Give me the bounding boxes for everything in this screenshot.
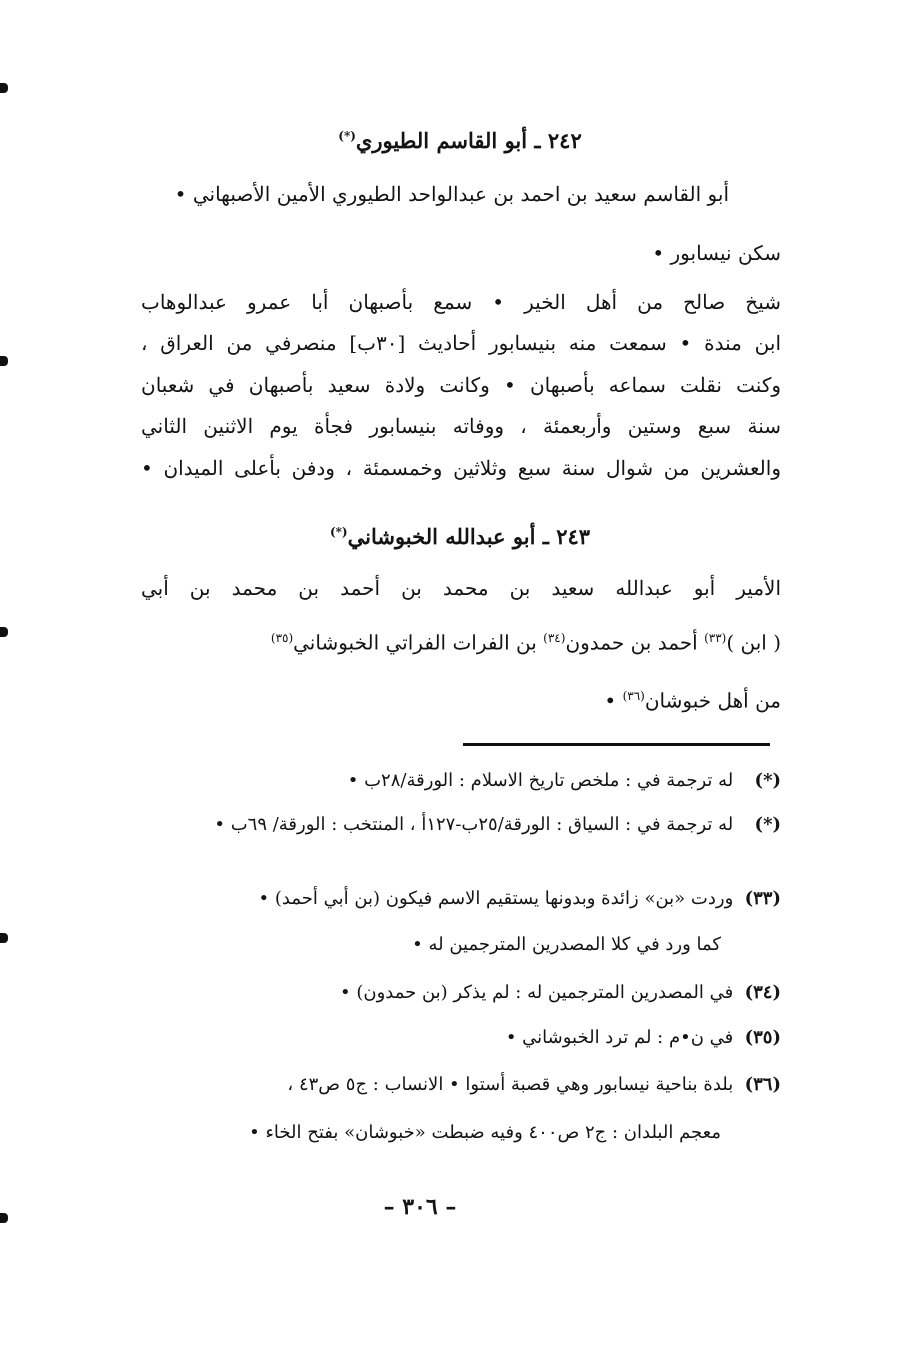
footnote-35: [141, 1023, 781, 1054]
footnote-text: بلدة بناحية نيسابور وهي قصبة أستوا • الانساب : ج٥ ص٤٣ ،: [287, 1074, 734, 1095]
footnote-mark: (٣٤): [744, 982, 781, 1003]
entry-242-title: [300, 130, 620, 151]
footnote-text: في ن•م : لم ترد الخبوشاني •: [505, 1027, 734, 1048]
entry-243-line-3: [604, 690, 781, 711]
entry-242-line: والعشرين من شوال سنة سبع وثلاثين وخمسمئة ، ودفن بأعلى الميدان •: [141, 456, 781, 480]
footnote-text: له ترجمة في : السياق : الورقة/٢٥ب-١٢٧أ ، المنتخب : الورقة/ ٦٩ب •: [214, 814, 734, 835]
entry-242-line: شيخ صالح من أهل الخير • سمع بأصبهان أبا عمرو عبدالوهاب: [141, 290, 781, 314]
entry-243-title-text: ٢٤٣ ـ أبو عبدالله الخبوشاني: [347, 524, 591, 549]
entry-243-name-part: بن الفرات الفراتي الخبوشاني: [293, 630, 537, 655]
entry-242-line: أبو القاسم سعيد بن احمد بن عبدالواحد الطيوري الأمين الأصبهاني •: [174, 182, 729, 206]
footnote-ref-34: (٣٤): [543, 631, 566, 645]
entry-243-end-dot: •: [604, 688, 617, 713]
page-edge-mark: [0, 356, 8, 366]
footnote-ref-35: (٣٥): [270, 631, 294, 645]
entry-242-line: ابن مندة • سمعت منه بنيسابور أحاديث [٣٠ب] منصرفي من العراق ،: [141, 331, 782, 355]
page-edge-mark: [0, 1213, 8, 1223]
footnote-mark: (*): [754, 770, 781, 791]
footnote-mark: (٣٣): [744, 888, 781, 909]
footnote-ref-36: (٣٦): [622, 689, 645, 703]
entry-243-line: الأمير أبو عبدالله سعيد بن محمد بن أحمد بن محمد بن أبي: [141, 576, 781, 600]
footnote-mark: (*): [754, 814, 781, 835]
entry-243-title-mark: (*): [329, 525, 348, 539]
entry-243-origin: من أهل خبوشان: [644, 688, 781, 713]
footnote-36-continuation: معجم البلدان : ج٢ ص٤٠٠ وفيه ضبطت «خبوشان» بفتح الخاء •: [249, 1122, 721, 1143]
page-edge-mark: [0, 83, 8, 93]
entry-242-line: سكن نيسابور •: [652, 241, 781, 265]
footnote-text: في المصدرين المترجمين له : لم يذكر (بن حمدون) •: [339, 982, 734, 1003]
footnote-36: [141, 1070, 781, 1101]
entry-242-title-mark: (*): [338, 129, 356, 143]
entry-243-ibn: ( ابن ): [726, 630, 781, 655]
footnote-star-2: [141, 810, 781, 841]
footnote-34: [141, 978, 781, 1009]
footnote-text: وردت «بن» زائدة وبدونها يستقيم الاسم فيكون (بن أبي أحمد) •: [258, 888, 734, 909]
footnote-mark: (٣٦): [744, 1074, 781, 1095]
footnote-33-continuation: كما ورد في كلا المصدرين المترجمين له •: [412, 934, 721, 955]
footnote-star-1: [141, 766, 781, 797]
entry-243-title: [300, 526, 620, 547]
entry-242-line: سنة سبع وستين وأربعمئة ، ووفاته بنيسابور فجأة يوم الاثنين الثاني: [141, 414, 781, 438]
footnote-33: [141, 884, 781, 915]
entry-242-title-text: ٢٤٢ ـ أبو القاسم الطيوري: [355, 128, 582, 153]
entry-243-line-2: [271, 632, 781, 653]
footnote-text: له ترجمة في : ملخص تاريخ الاسلام : الورقة/٢٨ب •: [347, 770, 734, 791]
footnote-divider: [463, 743, 770, 746]
footnote-mark: (٣٥): [744, 1027, 781, 1048]
page-edge-mark: [0, 933, 8, 943]
page-number: – ٣٠٦ –: [383, 1194, 457, 1220]
footnote-ref-33: (٣٣): [704, 631, 727, 645]
entry-242-line: وكنت نقلت سماعه بأصبهان • وكانت ولادة سعيد بأصبهان في شعبان: [141, 373, 781, 397]
entry-243-name-part: أحمد بن حمدون: [565, 630, 698, 655]
page-edge-mark: [0, 627, 8, 637]
